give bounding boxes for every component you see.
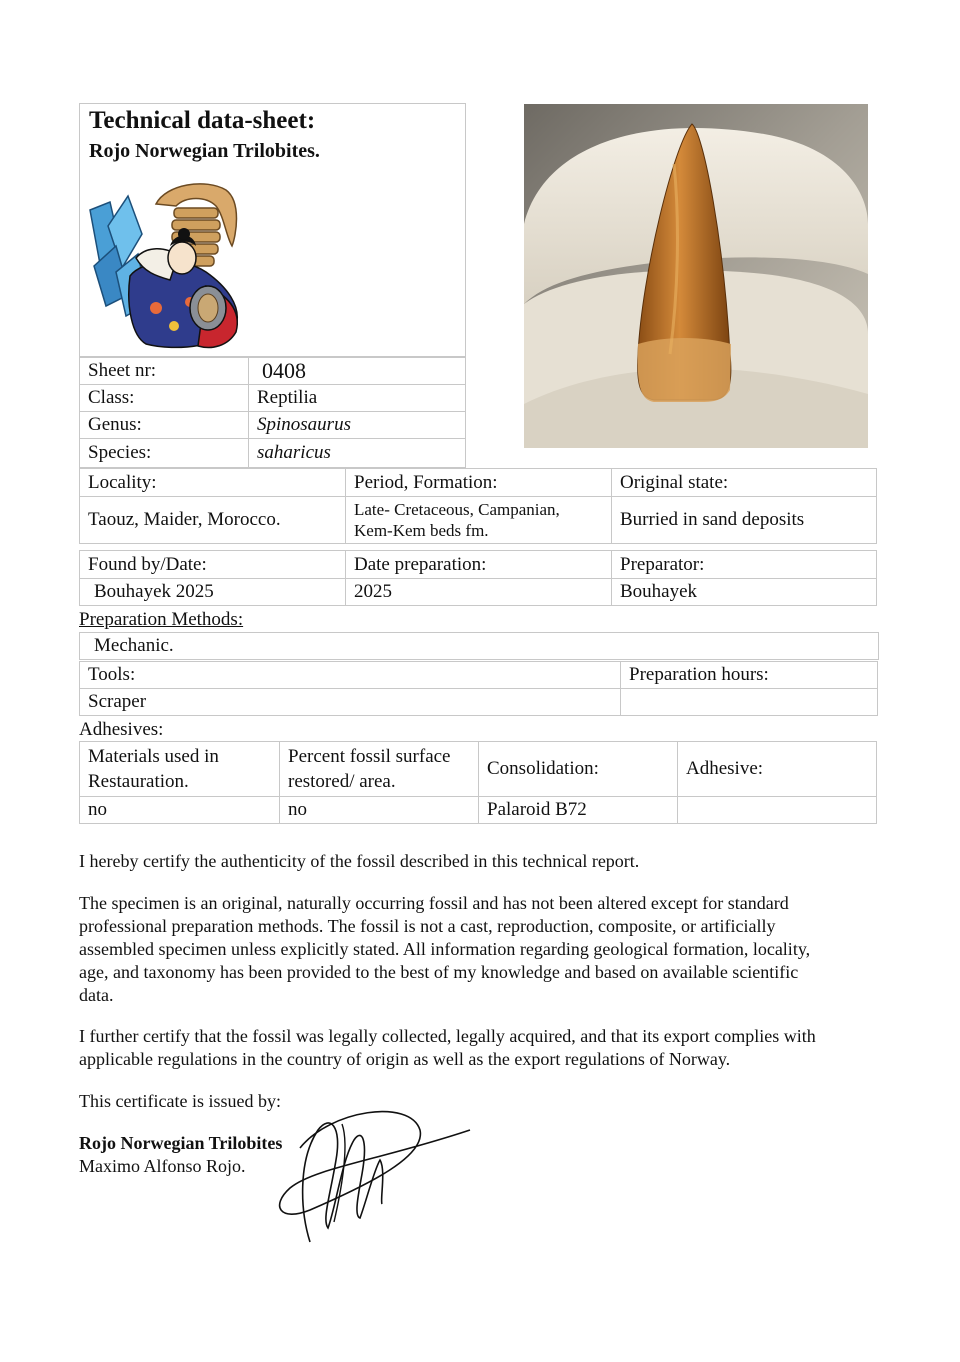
p2-line: assembled specimen unless explicitly stated. All information regarding geological formation, locality,	[79, 939, 811, 959]
p2-line: age, and taxonomy has been provided to the best of my knowledge and based on available scientific	[79, 962, 799, 982]
consolidation-value: Palaroid B72	[478, 796, 678, 824]
preparation-methods-heading: Preparation Methods:	[79, 609, 244, 630]
adhesive-value	[677, 796, 877, 824]
face-shape	[168, 242, 196, 274]
adhesive-header: Adhesive:	[677, 741, 877, 797]
sheet-subtitle: Rojo Norwegian Trilobites.	[89, 140, 320, 162]
hours-label: Preparation hours:	[620, 661, 878, 689]
locality-value: Taouz, Maider, Morocco.	[79, 496, 346, 544]
state-value: Burried in sand deposits	[611, 496, 877, 544]
found-label: Found by/Date:	[79, 550, 346, 579]
date-prep-label: Date preparation:	[345, 550, 612, 579]
method-value: Mechanic.	[79, 632, 879, 660]
materials-header-line2: Restauration.	[88, 771, 189, 792]
sheet-nr-value: 0408	[248, 357, 466, 385]
tools-value: Scraper	[79, 688, 622, 716]
percent-header	[279, 741, 479, 797]
period-label: Period, Formation:	[345, 468, 612, 497]
class-value: Reptilia	[248, 384, 466, 412]
period-value	[345, 496, 612, 544]
p2-line: data.	[79, 985, 114, 1005]
period-value-line1: Late- Cretaceous, Campanian,	[354, 500, 560, 519]
period-value-line2: Kem-Kem beds fm.	[354, 521, 489, 540]
issuer-person: Maximo Alfonso Rojo.	[79, 1156, 246, 1176]
class-label: Class:	[79, 384, 249, 412]
fossil-photo	[524, 104, 868, 448]
issued-by: This certificate is issued by:	[79, 1091, 281, 1111]
certificate-paragraph-3	[79, 1025, 889, 1071]
materials-header	[79, 741, 280, 797]
percent-value: no	[279, 796, 479, 824]
species-label: Species:	[79, 438, 249, 468]
found-value: Bouhayek 2025	[79, 578, 346, 606]
materials-value: no	[79, 796, 280, 824]
materials-header-line1: Materials used in	[88, 746, 219, 767]
p2-line: professional preparation methods. The fossil is not a cast, reproduction, composite, or artificially	[79, 916, 776, 936]
percent-header-line1: Percent fossil surface	[288, 746, 451, 767]
locality-label: Locality:	[79, 468, 346, 497]
certificate-paragraph-2	[79, 892, 889, 1007]
preparator-value: Bouhayek	[611, 578, 877, 606]
tooth-root	[638, 338, 731, 402]
preparator-label: Preparator:	[611, 550, 877, 579]
species-value: saharicus	[248, 438, 466, 468]
p2-line: The specimen is an original, naturally occurring fossil and has not been altered except for standard	[79, 893, 789, 913]
p3-line: applicable regulations in the country of origin as well as the export regulations of Norway.	[79, 1049, 731, 1069]
genus-value: Spinosaurus	[248, 411, 466, 439]
issuer-company: Rojo Norwegian Trilobites	[79, 1133, 283, 1153]
state-label: Original state:	[611, 468, 877, 497]
sheet-nr-label: Sheet nr:	[79, 357, 249, 385]
hours-value	[620, 688, 878, 716]
adhesives-heading: Adhesives:	[79, 719, 164, 740]
logo-illustration	[86, 176, 246, 354]
genus-label: Genus:	[79, 411, 249, 439]
certificate-paragraph-1: I hereby certify the authenticity of the fossil described in this technical report.	[79, 851, 640, 871]
sheet-title: Technical data-sheet:	[89, 107, 316, 134]
p3-line: I further certify that the fossil was legally collected, legally acquired, and that its export complies with	[79, 1026, 816, 1046]
tools-label: Tools:	[79, 661, 622, 689]
date-prep-value: 2025	[345, 578, 612, 606]
percent-header-line2: restored/ area.	[288, 771, 396, 792]
signature	[270, 1100, 480, 1250]
consolidation-header: Consolidation:	[478, 741, 678, 797]
